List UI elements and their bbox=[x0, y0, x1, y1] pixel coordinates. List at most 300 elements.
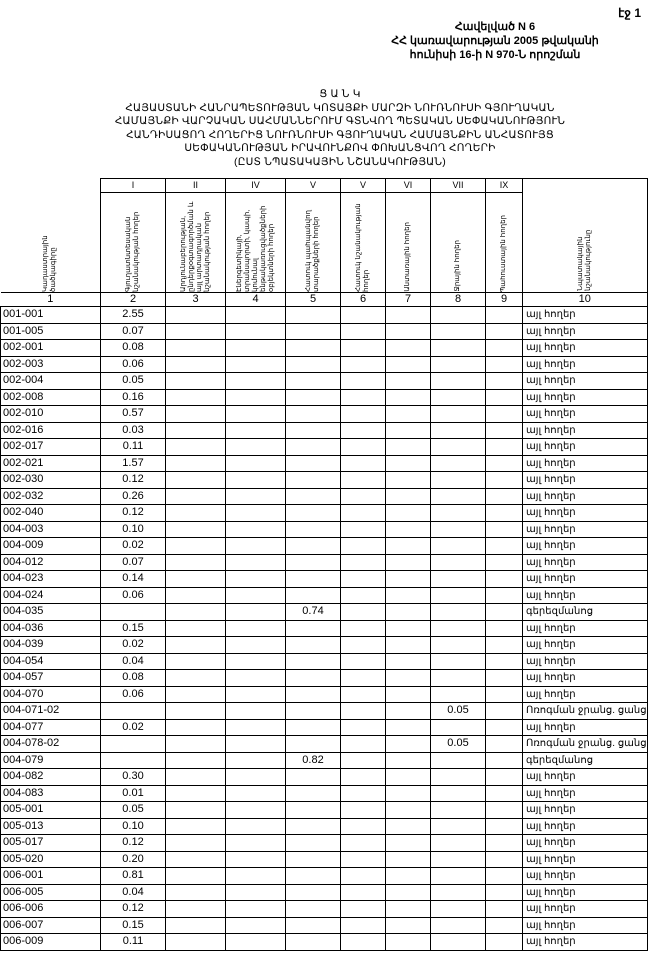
reserve-area-cell bbox=[486, 604, 523, 621]
reserve-area-cell bbox=[486, 851, 523, 868]
water-area-cell bbox=[431, 521, 486, 538]
table-row bbox=[1, 521, 648, 538]
purpose-cell: այլ հողեր bbox=[523, 439, 648, 456]
industrial-area-cell bbox=[166, 884, 226, 901]
table-row bbox=[1, 686, 648, 703]
special-area-cell bbox=[341, 818, 386, 835]
cadastral-code-cell: 002-021 bbox=[1, 455, 101, 472]
purpose-cell: այլ հողեր bbox=[523, 587, 648, 604]
protected-area-cell bbox=[286, 785, 341, 802]
reserve-area-cell bbox=[486, 818, 523, 835]
water-area-cell: 0.05 bbox=[431, 703, 486, 720]
table-row bbox=[1, 505, 648, 522]
energy-area-cell bbox=[226, 307, 286, 324]
annex-line: հունիսի 16-ի N 970-Ն որոշման bbox=[409, 49, 581, 61]
energy-area-cell bbox=[226, 736, 286, 753]
forest-area-cell bbox=[386, 521, 431, 538]
water-area-cell bbox=[431, 406, 486, 423]
table-row bbox=[1, 488, 648, 505]
column-header: Արդյունաբերության, ընդերքօգտագործման և այլ արտադրական նշանակության հողեր bbox=[166, 193, 226, 293]
agricultural-area-cell: 0.02 bbox=[101, 719, 166, 736]
purpose-cell: այլ հողեր bbox=[523, 356, 648, 373]
protected-area-cell bbox=[286, 637, 341, 654]
reserve-area-cell bbox=[486, 455, 523, 472]
empty-cell bbox=[523, 179, 648, 193]
industrial-area-cell bbox=[166, 769, 226, 786]
special-area-cell bbox=[341, 488, 386, 505]
agricultural-area-cell: 0.02 bbox=[101, 538, 166, 555]
purpose-cell: այլ հողեր bbox=[523, 917, 648, 934]
cadastral-code-cell: 005-001 bbox=[1, 802, 101, 819]
roman-header-row bbox=[1, 179, 648, 193]
water-area-cell bbox=[431, 439, 486, 456]
column-number: 3 bbox=[166, 293, 226, 307]
purpose-cell: այլ հողեր bbox=[523, 455, 648, 472]
industrial-area-cell bbox=[166, 785, 226, 802]
energy-area-cell bbox=[226, 670, 286, 687]
column-header: Հատուկ նշանակության հողեր bbox=[341, 193, 386, 293]
water-area-cell: 0.05 bbox=[431, 736, 486, 753]
table-row bbox=[1, 818, 648, 835]
water-area-cell bbox=[431, 323, 486, 340]
purpose-cell: Ոռոգման ջրանց. ցանց bbox=[523, 703, 648, 720]
water-area-cell bbox=[431, 868, 486, 885]
table-row bbox=[1, 439, 648, 456]
protected-area-cell bbox=[286, 818, 341, 835]
reserve-area-cell bbox=[486, 472, 523, 489]
water-area-cell bbox=[431, 587, 486, 604]
special-area-cell bbox=[341, 422, 386, 439]
energy-area-cell bbox=[226, 422, 286, 439]
energy-area-cell bbox=[226, 868, 286, 885]
energy-area-cell bbox=[226, 917, 286, 934]
table-row bbox=[1, 868, 648, 885]
cadastral-code-cell: 004-003 bbox=[1, 521, 101, 538]
industrial-area-cell bbox=[166, 356, 226, 373]
forest-area-cell bbox=[386, 802, 431, 819]
industrial-area-cell bbox=[166, 406, 226, 423]
water-area-cell bbox=[431, 604, 486, 621]
column-header: Էներգետիկայի, տրանսպորտի, կապի, կոմունալ ենթակառուցվածքների օբյեկտների հողեր bbox=[226, 193, 286, 293]
forest-area-cell bbox=[386, 653, 431, 670]
protected-area-cell bbox=[286, 356, 341, 373]
reserve-area-cell bbox=[486, 934, 523, 951]
water-area-cell bbox=[431, 307, 486, 324]
purpose-cell: այլ հողեր bbox=[523, 637, 648, 654]
reserve-area-cell bbox=[486, 884, 523, 901]
purpose-cell: այլ հողեր bbox=[523, 373, 648, 390]
reserve-area-cell bbox=[486, 571, 523, 588]
roman-label: VI bbox=[386, 179, 431, 193]
forest-area-cell bbox=[386, 356, 431, 373]
agricultural-area-cell: 0.04 bbox=[101, 884, 166, 901]
cadastral-code-cell: 004-083 bbox=[1, 785, 101, 802]
agricultural-area-cell: 0.06 bbox=[101, 587, 166, 604]
protected-area-cell bbox=[286, 934, 341, 951]
agricultural-area-cell: 0.10 bbox=[101, 521, 166, 538]
cadastral-code-cell: 004-012 bbox=[1, 554, 101, 571]
energy-area-cell bbox=[226, 802, 286, 819]
forest-area-cell bbox=[386, 934, 431, 951]
forest-area-cell bbox=[386, 340, 431, 357]
reserve-area-cell bbox=[486, 521, 523, 538]
industrial-area-cell bbox=[166, 917, 226, 934]
special-area-cell bbox=[341, 637, 386, 654]
energy-area-cell bbox=[226, 637, 286, 654]
energy-area-cell bbox=[226, 934, 286, 951]
purpose-cell: այլ հողեր bbox=[523, 620, 648, 637]
water-area-cell bbox=[431, 455, 486, 472]
energy-area-cell bbox=[226, 719, 286, 736]
special-area-cell bbox=[341, 604, 386, 621]
cadastral-code-cell: 004-023 bbox=[1, 571, 101, 588]
purpose-cell: այլ հողեր bbox=[523, 307, 648, 324]
reserve-area-cell bbox=[486, 835, 523, 852]
agricultural-area-cell: 0.05 bbox=[101, 373, 166, 390]
special-area-cell bbox=[341, 769, 386, 786]
table-row bbox=[1, 917, 648, 934]
reserve-area-cell bbox=[486, 389, 523, 406]
protected-area-cell bbox=[286, 653, 341, 670]
agricultural-area-cell: 0.11 bbox=[101, 439, 166, 456]
forest-area-cell bbox=[386, 736, 431, 753]
agricultural-area-cell: 0.15 bbox=[101, 620, 166, 637]
table-row bbox=[1, 620, 648, 637]
special-area-cell bbox=[341, 884, 386, 901]
cadastral-code-cell: 005-017 bbox=[1, 835, 101, 852]
industrial-area-cell bbox=[166, 703, 226, 720]
purpose-cell: այլ հողեր bbox=[523, 323, 648, 340]
reserve-area-cell bbox=[486, 868, 523, 885]
protected-area-cell bbox=[286, 736, 341, 753]
forest-area-cell bbox=[386, 785, 431, 802]
forest-area-cell bbox=[386, 620, 431, 637]
cadastral-code-cell: 006-007 bbox=[1, 917, 101, 934]
cadastral-code-cell: 002-008 bbox=[1, 389, 101, 406]
roman-label: V bbox=[286, 179, 341, 193]
industrial-area-cell bbox=[166, 818, 226, 835]
industrial-area-cell bbox=[166, 620, 226, 637]
protected-area-cell bbox=[286, 835, 341, 852]
water-area-cell bbox=[431, 488, 486, 505]
table-row bbox=[1, 851, 648, 868]
reserve-area-cell bbox=[486, 686, 523, 703]
agricultural-area-cell: 0.15 bbox=[101, 917, 166, 934]
energy-area-cell bbox=[226, 571, 286, 588]
agricultural-area-cell: 0.14 bbox=[101, 571, 166, 588]
special-area-cell bbox=[341, 620, 386, 637]
special-area-cell bbox=[341, 901, 386, 918]
water-area-cell bbox=[431, 554, 486, 571]
protected-area-cell bbox=[286, 554, 341, 571]
protected-area-cell bbox=[286, 851, 341, 868]
forest-area-cell bbox=[386, 554, 431, 571]
column-number: 10 bbox=[523, 293, 648, 307]
roman-label: V bbox=[341, 179, 386, 193]
reserve-area-cell bbox=[486, 769, 523, 786]
cadastral-code-cell: 004-071-02 bbox=[1, 703, 101, 720]
cadastral-code-cell: 002-003 bbox=[1, 356, 101, 373]
table-row bbox=[1, 406, 648, 423]
table-row bbox=[1, 637, 648, 654]
protected-area-cell bbox=[286, 373, 341, 390]
forest-area-cell bbox=[386, 604, 431, 621]
special-area-cell bbox=[341, 340, 386, 357]
column-number: 8 bbox=[431, 293, 486, 307]
forest-area-cell bbox=[386, 637, 431, 654]
special-area-cell bbox=[341, 455, 386, 472]
forest-area-cell bbox=[386, 719, 431, 736]
protected-area-cell bbox=[286, 769, 341, 786]
cadastral-code-cell: 002-010 bbox=[1, 406, 101, 423]
protected-area-cell bbox=[286, 868, 341, 885]
table-row bbox=[1, 571, 648, 588]
purpose-cell: այլ հողեր bbox=[523, 389, 648, 406]
reserve-area-cell bbox=[486, 439, 523, 456]
cadastral-code-cell: 004-054 bbox=[1, 653, 101, 670]
cadastral-code-cell: 002-040 bbox=[1, 505, 101, 522]
forest-area-cell bbox=[386, 472, 431, 489]
cadastral-code-cell: 004-057 bbox=[1, 670, 101, 687]
industrial-area-cell bbox=[166, 637, 226, 654]
agricultural-area-cell: 0.12 bbox=[101, 505, 166, 522]
cadastral-code-cell: 002-016 bbox=[1, 422, 101, 439]
table-row bbox=[1, 835, 648, 852]
column-header: Նպատակային նշանակությունը bbox=[523, 193, 648, 293]
purpose-cell: այլ հողեր bbox=[523, 851, 648, 868]
forest-area-cell bbox=[386, 323, 431, 340]
purpose-cell: այլ հողեր bbox=[523, 505, 648, 522]
table-row bbox=[1, 554, 648, 571]
reserve-area-cell bbox=[486, 736, 523, 753]
special-area-cell bbox=[341, 571, 386, 588]
cadastral-code-cell: 002-017 bbox=[1, 439, 101, 456]
land-table bbox=[0, 178, 648, 951]
energy-area-cell bbox=[226, 505, 286, 522]
column-number-row bbox=[1, 293, 648, 307]
table-row bbox=[1, 323, 648, 340]
agricultural-area-cell: 0.05 bbox=[101, 802, 166, 819]
energy-area-cell bbox=[226, 901, 286, 918]
forest-area-cell bbox=[386, 686, 431, 703]
table-row bbox=[1, 670, 648, 687]
industrial-area-cell bbox=[166, 719, 226, 736]
forest-area-cell bbox=[386, 389, 431, 406]
column-header: Անտառային հողեր bbox=[386, 193, 431, 293]
industrial-area-cell bbox=[166, 323, 226, 340]
table-row bbox=[1, 587, 648, 604]
energy-area-cell bbox=[226, 785, 286, 802]
purpose-cell: այլ հողեր bbox=[523, 340, 648, 357]
industrial-area-cell bbox=[166, 802, 226, 819]
agricultural-area-cell: 1.57 bbox=[101, 455, 166, 472]
energy-area-cell bbox=[226, 884, 286, 901]
agricultural-area-cell: 0.12 bbox=[101, 472, 166, 489]
agricultural-area-cell bbox=[101, 736, 166, 753]
annex-line: Հավելված N 6 bbox=[454, 21, 536, 33]
reserve-area-cell bbox=[486, 554, 523, 571]
cadastral-code-cell: 006-009 bbox=[1, 934, 101, 951]
cadastral-code-cell: 002-004 bbox=[1, 373, 101, 390]
purpose-cell: այլ հողեր bbox=[523, 835, 648, 852]
table-row bbox=[1, 703, 648, 720]
table-row bbox=[1, 736, 648, 753]
industrial-area-cell bbox=[166, 439, 226, 456]
cadastral-code-cell: 004-036 bbox=[1, 620, 101, 637]
protected-area-cell bbox=[286, 703, 341, 720]
industrial-area-cell bbox=[166, 455, 226, 472]
special-area-cell bbox=[341, 653, 386, 670]
agricultural-area-cell: 0.06 bbox=[101, 686, 166, 703]
special-area-cell bbox=[341, 538, 386, 555]
agricultural-area-cell: 0.08 bbox=[101, 340, 166, 357]
special-area-cell bbox=[341, 703, 386, 720]
purpose-cell: այլ հողեր bbox=[523, 422, 648, 439]
reserve-area-cell bbox=[486, 307, 523, 324]
energy-area-cell bbox=[226, 587, 286, 604]
protected-area-cell bbox=[286, 917, 341, 934]
annex-line: ՀՀ կառավարության 2005 թվականի bbox=[391, 35, 599, 47]
protected-area-cell bbox=[286, 505, 341, 522]
reserve-area-cell bbox=[486, 340, 523, 357]
protected-area-cell bbox=[286, 587, 341, 604]
purpose-cell: գերեզմանոց bbox=[523, 604, 648, 621]
purpose-cell: այլ հողեր bbox=[523, 472, 648, 489]
forest-area-cell bbox=[386, 455, 431, 472]
protected-area-cell bbox=[286, 521, 341, 538]
water-area-cell bbox=[431, 719, 486, 736]
energy-area-cell bbox=[226, 406, 286, 423]
energy-area-cell bbox=[226, 340, 286, 357]
cadastral-code-cell: 004-078-02 bbox=[1, 736, 101, 753]
agricultural-area-cell: 0.12 bbox=[101, 901, 166, 918]
energy-area-cell bbox=[226, 604, 286, 621]
forest-area-cell bbox=[386, 901, 431, 918]
purpose-cell: այլ հողեր bbox=[523, 884, 648, 901]
reserve-area-cell bbox=[486, 422, 523, 439]
cadastral-code-cell: 005-020 bbox=[1, 851, 101, 868]
reserve-area-cell bbox=[486, 901, 523, 918]
document-title bbox=[95, 88, 585, 169]
forest-area-cell bbox=[386, 752, 431, 769]
agricultural-area-cell: 0.06 bbox=[101, 356, 166, 373]
agricultural-area-cell: 0.07 bbox=[101, 323, 166, 340]
cadastral-code-cell: 006-005 bbox=[1, 884, 101, 901]
water-area-cell bbox=[431, 818, 486, 835]
forest-area-cell bbox=[386, 703, 431, 720]
industrial-area-cell bbox=[166, 521, 226, 538]
purpose-cell: այլ հողեր bbox=[523, 406, 648, 423]
protected-area-cell bbox=[286, 802, 341, 819]
industrial-area-cell bbox=[166, 868, 226, 885]
forest-area-cell bbox=[386, 884, 431, 901]
agricultural-area-cell: 0.26 bbox=[101, 488, 166, 505]
industrial-area-cell bbox=[166, 835, 226, 852]
purpose-cell: այլ հողեր bbox=[523, 571, 648, 588]
purpose-cell: այլ հողեր bbox=[523, 769, 648, 786]
special-area-cell bbox=[341, 752, 386, 769]
water-area-cell bbox=[431, 571, 486, 588]
industrial-area-cell bbox=[166, 686, 226, 703]
forest-area-cell bbox=[386, 373, 431, 390]
column-number: 4 bbox=[226, 293, 286, 307]
energy-area-cell bbox=[226, 703, 286, 720]
water-area-cell bbox=[431, 769, 486, 786]
agricultural-area-cell: 0.07 bbox=[101, 554, 166, 571]
purpose-cell: այլ հողեր bbox=[523, 521, 648, 538]
protected-area-cell bbox=[286, 670, 341, 687]
table-row bbox=[1, 934, 648, 951]
protected-area-cell bbox=[286, 422, 341, 439]
reserve-area-cell bbox=[486, 587, 523, 604]
industrial-area-cell bbox=[166, 422, 226, 439]
reserve-area-cell bbox=[486, 703, 523, 720]
reserve-area-cell bbox=[486, 653, 523, 670]
agricultural-area-cell: 0.11 bbox=[101, 934, 166, 951]
industrial-area-cell bbox=[166, 653, 226, 670]
water-area-cell bbox=[431, 637, 486, 654]
water-area-cell bbox=[431, 934, 486, 951]
reserve-area-cell bbox=[486, 406, 523, 423]
industrial-area-cell bbox=[166, 670, 226, 687]
table-row bbox=[1, 653, 648, 670]
industrial-area-cell bbox=[166, 934, 226, 951]
agricultural-area-cell: 0.04 bbox=[101, 653, 166, 670]
water-area-cell bbox=[431, 851, 486, 868]
agricultural-area-cell: 0.20 bbox=[101, 851, 166, 868]
water-area-cell bbox=[431, 389, 486, 406]
title-line: ՀԱՆԴԻՍԱՑՈՂ ՀՈՂԵՐԻՑ ՆՈՒՌՆՈՒՍԻ ԳՅՈՒՂԱԿԱՆ ՀԱՄԱՅՆՔԻՆ ԱՆՀԱՏՈՒՅՑ bbox=[126, 128, 554, 141]
agricultural-area-cell: 0.81 bbox=[101, 868, 166, 885]
cadastral-code-cell: 002-001 bbox=[1, 340, 101, 357]
energy-area-cell bbox=[226, 653, 286, 670]
industrial-area-cell bbox=[166, 389, 226, 406]
special-area-cell bbox=[341, 505, 386, 522]
title-line: Ց Ա Ն Կ bbox=[319, 88, 361, 100]
forest-area-cell bbox=[386, 538, 431, 555]
forest-area-cell bbox=[386, 587, 431, 604]
table-row bbox=[1, 785, 648, 802]
industrial-area-cell bbox=[166, 901, 226, 918]
reserve-area-cell bbox=[486, 323, 523, 340]
reserve-area-cell bbox=[486, 802, 523, 819]
column-header: Ջրային հողեր bbox=[431, 193, 486, 293]
special-area-cell bbox=[341, 323, 386, 340]
forest-area-cell bbox=[386, 917, 431, 934]
cadastral-code-cell: 005-013 bbox=[1, 818, 101, 835]
reserve-area-cell bbox=[486, 670, 523, 687]
agricultural-area-cell: 0.30 bbox=[101, 769, 166, 786]
industrial-area-cell bbox=[166, 340, 226, 357]
water-area-cell bbox=[431, 373, 486, 390]
roman-label: I bbox=[101, 179, 166, 193]
reserve-area-cell bbox=[486, 505, 523, 522]
special-area-cell bbox=[341, 373, 386, 390]
energy-area-cell bbox=[226, 769, 286, 786]
forest-area-cell bbox=[386, 571, 431, 588]
special-area-cell bbox=[341, 439, 386, 456]
special-area-cell bbox=[341, 670, 386, 687]
energy-area-cell bbox=[226, 439, 286, 456]
water-area-cell bbox=[431, 356, 486, 373]
industrial-area-cell bbox=[166, 554, 226, 571]
protected-area-cell bbox=[286, 307, 341, 324]
special-area-cell bbox=[341, 917, 386, 934]
energy-area-cell bbox=[226, 835, 286, 852]
industrial-area-cell bbox=[166, 736, 226, 753]
cadastral-code-cell: 004-009 bbox=[1, 538, 101, 555]
agricultural-area-cell: 0.01 bbox=[101, 785, 166, 802]
